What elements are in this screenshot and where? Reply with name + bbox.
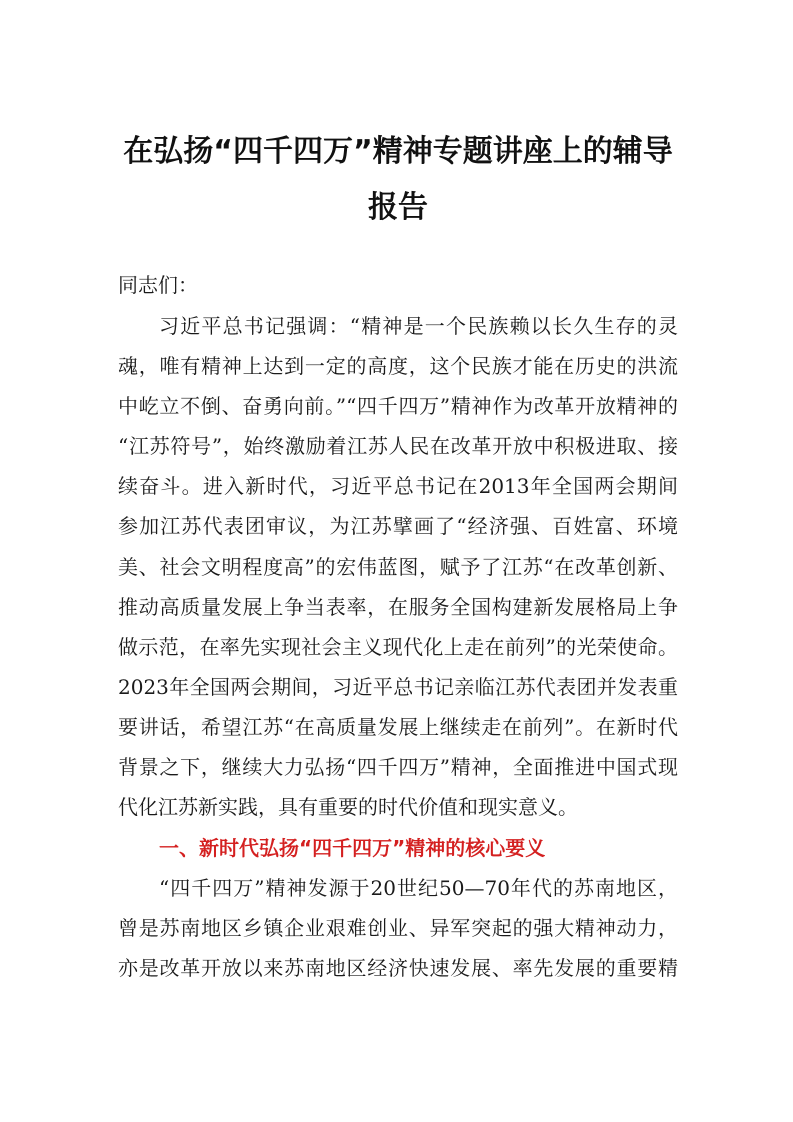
paragraph-line: “四千四万”精神发源于20世纪50—70年代的苏南地区，	[159, 876, 678, 900]
paragraph-line: 习近平总书记强调：“精神是一个民族赖以长久生存的灵	[159, 314, 678, 338]
paragraph-line: 美、社会文明程度高”的宏伟蓝图，赋予了江苏“在改革创新、	[118, 555, 678, 579]
document-title-line-2: 报告	[368, 190, 428, 225]
paragraph-line: 魂，唯有精神上达到一定的高度，这个民族才能在历史的洪流	[118, 354, 678, 378]
paragraph-line: 做示范，在率先实现社会主义现代化上走在前列”的光荣使命。	[118, 635, 678, 659]
paragraph-line: 曾是苏南地区乡镇企业艰难创业、异军突起的强大精神动力，	[118, 916, 678, 940]
section-heading: 一、新时代弘扬“四千四万”精神的核心要义	[159, 836, 546, 860]
paragraph-line: 推动高质量发展上争当表率，在服务全国构建新发展格局上争	[118, 595, 678, 619]
paragraph-line: “江苏符号”，始终激励着江苏人民在改革开放中积极进取、接	[118, 434, 678, 458]
paragraph-line: 2023年全国两会期间，习近平总书记亲临江苏代表团并发表重	[118, 675, 678, 699]
paragraph-line: 续奋斗。进入新时代，习近平总书记在2013年全国两会期间	[118, 474, 678, 498]
paragraph-line: 要讲话，希望江苏“在高质量发展上继续走在前列”。在新时代	[118, 715, 678, 739]
paragraph-line: 中屹立不倒、奋勇向前。”“四千四万”精神作为改革开放精神的	[118, 394, 678, 418]
paragraph-line: 参加江苏代表团审议，为江苏擘画了“经济强、百姓富、环境	[118, 514, 678, 538]
salutation: 同志们：	[118, 273, 198, 297]
paragraph-line: 亦是改革开放以来苏南地区经济快速发展、率先发展的重要精	[118, 956, 678, 980]
paragraph-line: 背景之下，继续大力弘扬“四千四万”精神，全面推进中国式现	[118, 755, 678, 779]
paragraph-line: 代化江苏新实践，具有重要的时代价值和现实意义。	[118, 795, 578, 819]
document-title-line-1: 在弘扬“四千四万”精神专题讲座上的辅导	[123, 134, 673, 169]
